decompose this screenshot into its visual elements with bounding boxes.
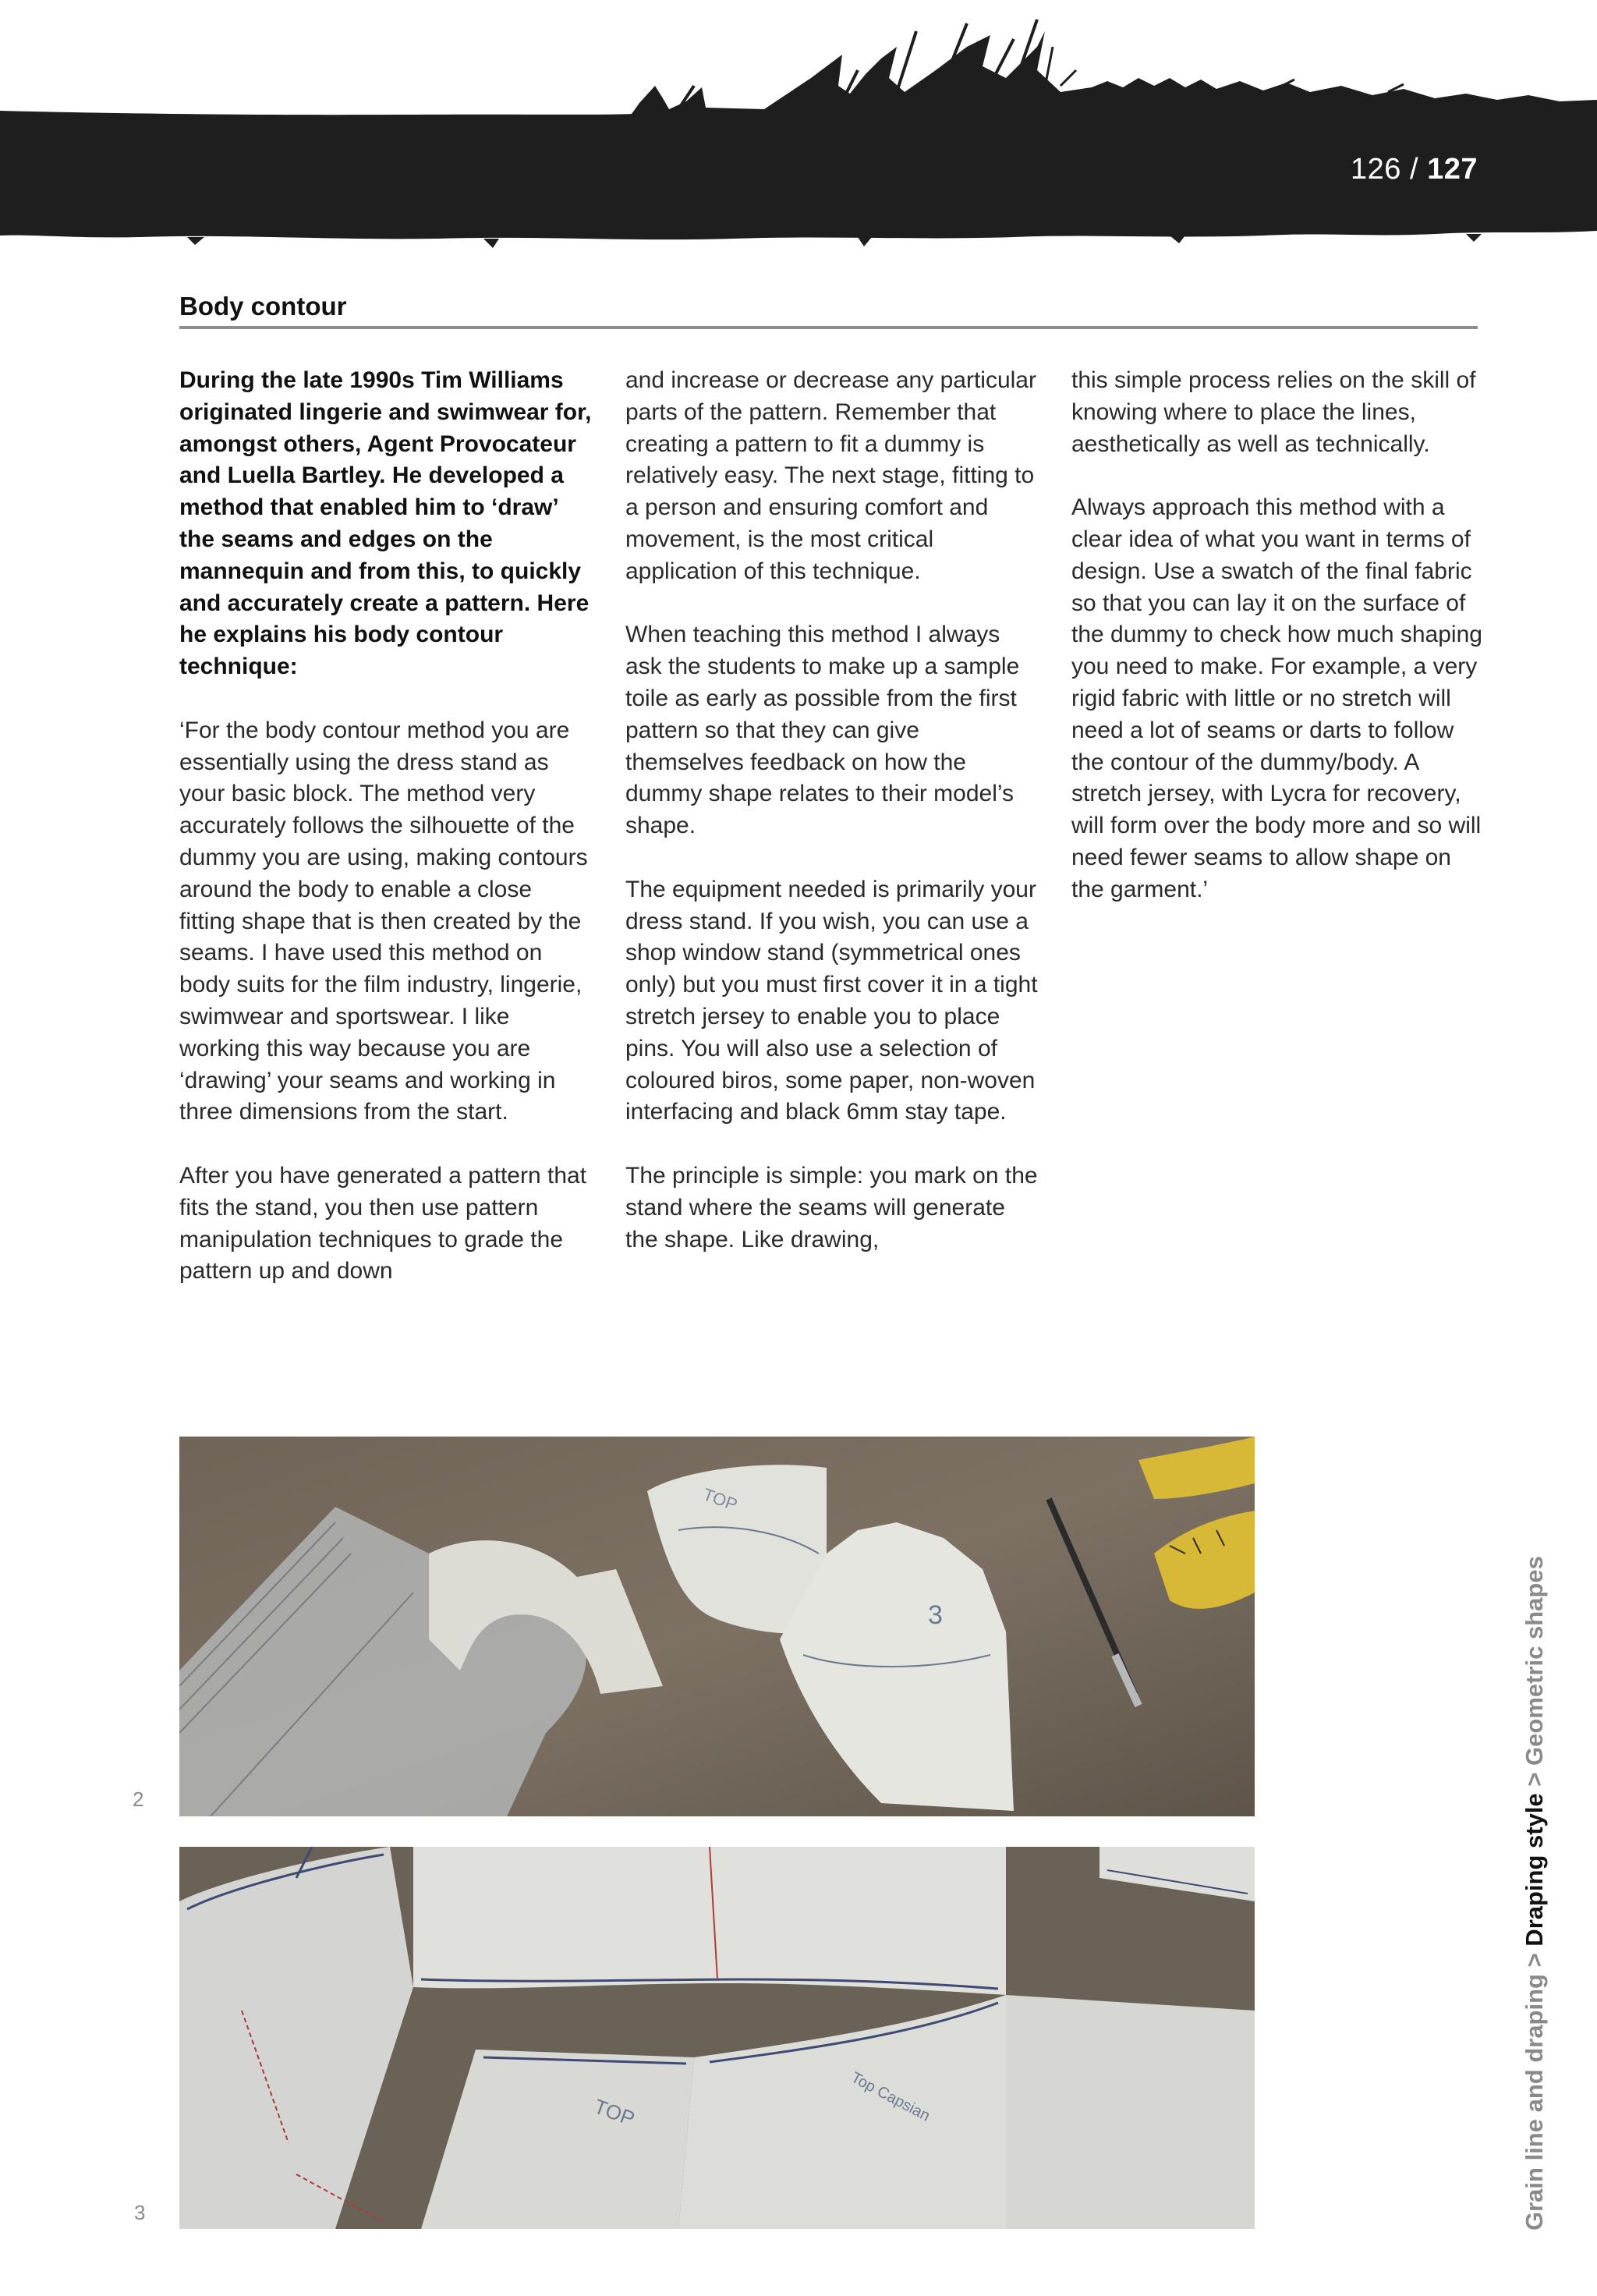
section-title: Body contour	[179, 292, 347, 321]
fig2-label-top: TOP	[700, 1484, 740, 1515]
section-divider	[179, 326, 1478, 329]
text-column-1	[179, 365, 593, 1288]
body-paragraph: this simple process relies on the skill of knowing where to place the lines, aesthetically as well as technically.	[1071, 367, 1476, 457]
body-paragraph: The equipment needed is primarily your dress stand. If you wish, you can use a shop window stand (symmetrical ones only) but you must first cover it in a tight stretch jersey to enable you to place pins. You will also use a selection of coloured biros, some paper, non-woven interfacing and black 6mm stay tape.	[625, 876, 1038, 1125]
brush-stroke-graphic	[0, 0, 1597, 250]
fig2-label-number: 3	[928, 1600, 943, 1630]
page-numbers	[1351, 153, 1478, 186]
header-band	[0, 0, 1597, 250]
fig3-label-middle: Top Capsian	[848, 2068, 933, 2125]
breadcrumb	[1521, 1556, 1549, 2230]
breadcrumb-part-3: > Geometric shapes	[1521, 1556, 1548, 1794]
figure-2-number: 2	[133, 1788, 144, 1811]
intro-paragraph: During the late 1990s Tim Williams originated lingerie and swimwear for, amongst others, Agent Provocateur and Luella Bartley. He developed a method that enabled him to ‘draw’ the seams and edges on the mannequin and from this, to quickly and accurately create a pattern. Here he explains his body contour technique:	[179, 367, 592, 680]
page-number-left: 126	[1351, 153, 1401, 186]
breadcrumb-active: Draping style	[1521, 1793, 1548, 1947]
figure-3-number: 3	[134, 2201, 146, 2224]
page-number-separator: /	[1400, 153, 1428, 186]
body-paragraph: and increase or decrease any particular parts of the pattern. Remember that creating a pattern to fit a dummy is relatively easy. The next stage, fitting to a person and ensuring comfort and movement, is the most critical application of this technique.	[625, 367, 1036, 584]
text-column-3	[1071, 365, 1485, 906]
body-paragraph: After you have generated a pattern that fits the stand, you then use pattern manipulation techniques to grade the pattern up and down	[179, 1162, 587, 1284]
text-column-2	[625, 365, 1039, 1256]
body-paragraph: ‘For the body contour method you are essentially using the dress stand as your basic block. The method very accurately follows the silhouette of the dummy you are using, making contours around the body to enable a close fitting shape that is then created by the seams. I have used this method on body suits for the film industry, lingerie, swimwear and sportswear. I like working this way because you are ‘drawing’ your seams and working in three dimensions from the start.	[179, 717, 588, 1125]
body-paragraph: Always approach this method with a clear idea of what you want in terms of design. Use a swatch of the final fabric so that you can lay it on the surface of the dummy to check how much shaping you need to make. For example, a very rigid fabric with little or no stretch will need a lot of seams or darts to follow the contour of the dummy/body. A stretch jersey, with Lycra for recovery, will form over the body more and so will need fewer seams to allow shape on the garment.’	[1071, 494, 1482, 902]
figure-3-photo	[179, 1847, 1255, 2229]
fig3-label-left: TOP	[590, 2094, 638, 2131]
breadcrumb-part-1: Grain line and draping >	[1521, 1946, 1548, 2230]
figure-2-photo	[179, 1437, 1255, 1816]
body-paragraph: When teaching this method I always ask the students to make up a sample toile as early as possible from the first pattern so that they can give themselves feedback on how the dummy shape relates to their model’s shape.	[625, 622, 1020, 839]
body-paragraph: The principle is simple: you mark on the stand where the seams will generate the shape. Like drawing,	[625, 1162, 1038, 1253]
page-number-right: 127	[1427, 153, 1478, 186]
